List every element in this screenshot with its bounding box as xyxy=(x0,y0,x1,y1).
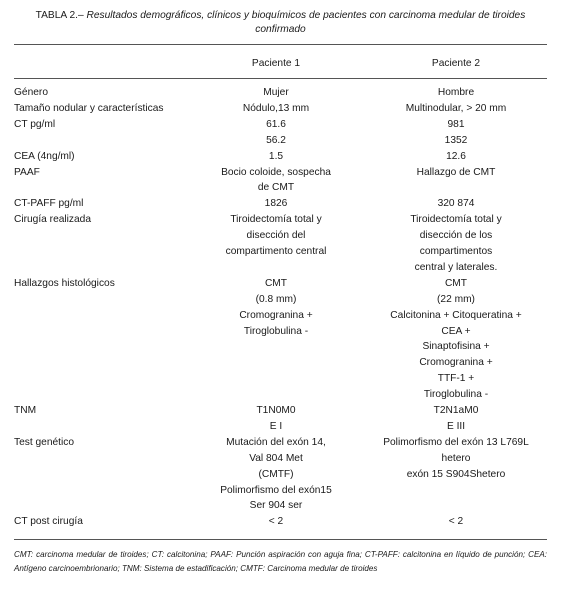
row-label xyxy=(14,117,55,133)
cell-line: Mutación del exón 14, xyxy=(226,436,326,448)
paciente-1-value xyxy=(196,117,356,149)
cell-line: Calcitonina + Citoqueratina + xyxy=(390,309,522,321)
paciente-2-value xyxy=(366,196,546,212)
row-label xyxy=(14,149,75,165)
cell-line: disección del xyxy=(246,230,306,242)
cell-line: T1N0M0 xyxy=(256,405,296,416)
cell-line: CMT xyxy=(444,277,468,289)
cell-line: compartimentos xyxy=(419,246,493,257)
paciente-2-value xyxy=(366,212,546,276)
paciente-1-value xyxy=(196,514,356,530)
paciente-2-value xyxy=(366,149,546,165)
cell-line: 1352 xyxy=(444,134,468,146)
cell-line: Test genético xyxy=(14,436,75,448)
cell-line: Hallazgos histológicos xyxy=(14,277,115,289)
cell-line: Hallazgo de CMT xyxy=(416,166,496,178)
row-label xyxy=(14,196,83,212)
cell-line: (22 mm) xyxy=(437,293,475,305)
cell-line: Tiroidectomía total y xyxy=(410,214,502,226)
cell-line: E III xyxy=(446,420,466,432)
paciente-2-value xyxy=(366,276,546,403)
cell-line: Tiroglobulina - xyxy=(243,325,309,337)
cell-line: CT post cirugía xyxy=(14,516,83,528)
cell-line: PAAF xyxy=(14,166,40,178)
row-label xyxy=(14,101,163,117)
row-label xyxy=(14,276,115,292)
row-label xyxy=(14,212,91,228)
cell-line: 1.5 xyxy=(268,150,284,162)
row-label xyxy=(14,85,48,101)
cell-line: E I xyxy=(269,420,283,432)
paciente-1-value xyxy=(196,149,356,165)
row-label xyxy=(14,165,40,181)
cell-line: Tamaño nodular y características xyxy=(14,102,164,114)
cell-line: CMT xyxy=(264,277,288,289)
column-header-paciente-1: Paciente 1 xyxy=(251,58,301,69)
cell-line: 12.6 xyxy=(446,150,466,162)
cell-line: CT-PAFF pg/ml xyxy=(14,198,84,210)
cell-line: T2N1aM0 xyxy=(433,405,479,416)
cell-line: < 2 xyxy=(448,516,464,528)
cell-line: Ser 904 ser xyxy=(249,500,303,512)
cell-line: de CMT xyxy=(257,182,295,194)
cell-line: Polimorfismo del exón 13 L769L xyxy=(383,436,529,448)
top-rule xyxy=(14,44,547,45)
cell-line: Bocio coloide, sospecha xyxy=(221,166,331,178)
paciente-2-value xyxy=(366,117,546,149)
cell-line: compartimento central xyxy=(225,246,327,257)
cell-line: 56.2 xyxy=(266,134,286,146)
cell-line: 981 xyxy=(447,118,465,130)
cell-line: CT pg/ml xyxy=(14,118,56,130)
paciente-1-value xyxy=(196,165,356,197)
paciente-1-value xyxy=(196,212,356,260)
paciente-2-value xyxy=(366,435,546,483)
paciente-1-value xyxy=(196,101,356,117)
cell-line: Cromogranina + xyxy=(239,309,313,321)
cell-line: < 2 xyxy=(268,516,284,528)
cell-line: Cromogranina + xyxy=(419,357,493,369)
paciente-2-value xyxy=(366,85,546,101)
cell-line: 1826 xyxy=(264,198,288,210)
cell-line: 320 874 xyxy=(437,198,475,210)
table-footnote: CMT: carcinoma medular de tiroides; CT: calcitonina; PAAF: Punción aspiración con aguja fina; CT-PAFF: calcitonina en líquido de punción; CEA: Antígeno carcinoembrionario; TNM: Sistema de estadificación; CMTF: Carcinoma medular de tiroides xyxy=(14,550,547,573)
table-caption xyxy=(14,9,547,37)
cell-line: hetero xyxy=(441,452,471,464)
paciente-2-value xyxy=(366,101,546,117)
cell-line: (CMTF) xyxy=(258,468,294,480)
paciente-2-value xyxy=(366,514,546,530)
paciente-1-value xyxy=(196,196,356,212)
cell-line: TTF-1 + xyxy=(437,373,475,385)
cell-line: Cirugía realizada xyxy=(14,214,92,226)
cell-line: Mujer xyxy=(263,87,289,98)
cell-line: TNM xyxy=(14,405,37,416)
cell-line: exón 15 S904Shetero xyxy=(406,468,506,480)
row-label xyxy=(14,514,83,530)
paciente-2-value xyxy=(366,165,546,181)
cell-line: Val 804 Met xyxy=(249,452,303,464)
cell-line: central y laterales. xyxy=(414,261,498,273)
bottom-rule xyxy=(14,539,547,540)
row-label xyxy=(14,435,74,451)
paciente-1-value xyxy=(196,85,356,101)
cell-line: (0.8 mm) xyxy=(255,293,297,305)
cell-line: Género xyxy=(14,87,48,98)
paciente-1-value xyxy=(196,276,356,340)
header-rule xyxy=(14,78,547,79)
cell-line: Polimorfismo del exón15 xyxy=(220,484,332,496)
table-number: TABLA 2.– xyxy=(35,10,84,21)
cell-line: Tiroglobulina - xyxy=(423,389,489,401)
paciente-2-value xyxy=(366,403,546,435)
cell-line: CEA (4ng/ml) xyxy=(14,150,75,162)
cell-line: Tiroidectomía total y xyxy=(230,214,322,226)
cell-line: Sinaptofisina + xyxy=(422,341,490,353)
cell-line: 61.6 xyxy=(266,118,286,130)
paciente-1-value xyxy=(196,435,356,515)
paciente-1-value xyxy=(196,403,356,435)
cell-line: Nódulo,13 mm xyxy=(242,102,310,114)
cell-line: Hombre xyxy=(437,87,475,98)
table-title: Resultados demográficos, clínicos y bioquímicos de pacientes con carcinoma medular de tiroides confirmado xyxy=(83,10,526,35)
column-header-paciente-2: Paciente 2 xyxy=(431,58,481,69)
cell-line: Multinodular, > 20 mm xyxy=(405,102,507,114)
cell-line: CEA + xyxy=(441,325,471,337)
cell-line: disección de los xyxy=(419,230,493,242)
row-label xyxy=(14,403,36,419)
